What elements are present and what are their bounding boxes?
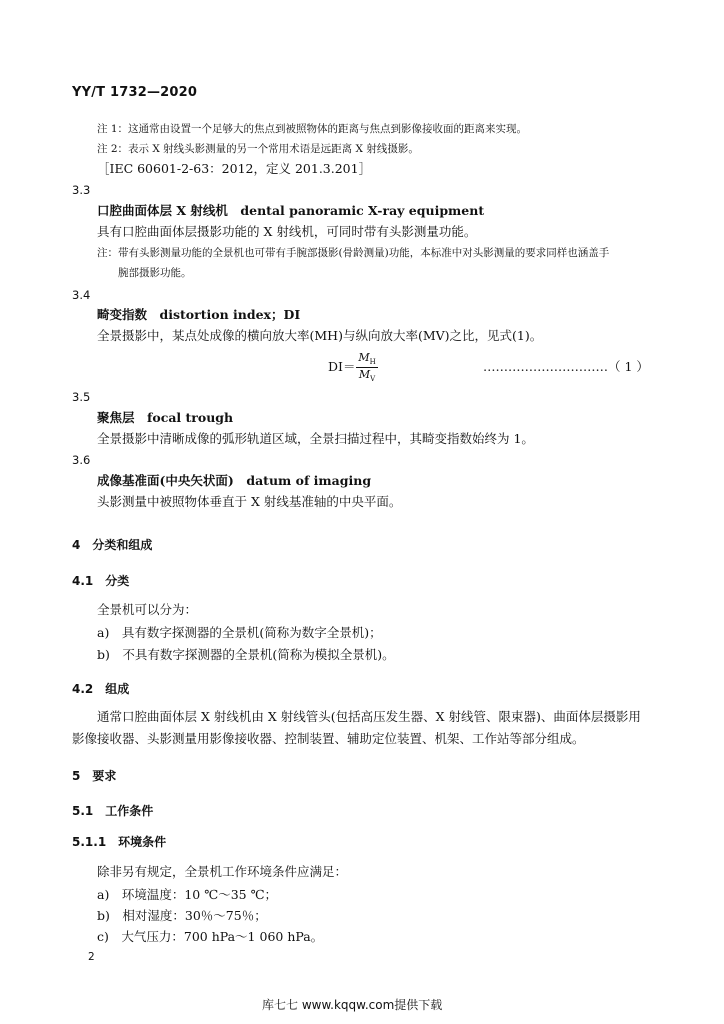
section-5-title: 5 要求 [72, 769, 117, 783]
note-1: 注 1：这通常由设置一个足够大的焦点到被照物体的距离与焦点到影像接收面的距离来实现。 [97, 123, 528, 135]
section-5-1-1-item-b: b) 相对湿度：30％～75％； [97, 908, 267, 923]
section-5-1-title: 5.1 工作条件 [72, 804, 154, 818]
term-3-3: 口腔曲面体层 X 射线机 dental panoramic X-ray equipment [97, 203, 485, 218]
section-4-2-title: 4.2 组成 [72, 682, 130, 696]
page-number: 2 [88, 951, 95, 963]
download-footer: 库七七 www.kqqw.com提供下载 [262, 998, 443, 1012]
section-4-title: 4 分类和组成 [72, 538, 153, 552]
equation-lhs: DI＝ [328, 359, 356, 374]
section-4-2-line1: 通常口腔曲面体层 X 射线机由 X 射线管头(包括高压发生器、X 射线管、限束器)、曲面体层摄影用 [97, 709, 641, 724]
clause-number-3-3: 3.3 [72, 183, 91, 197]
term-3-6: 成像基准面(中央矢状面) datum of imaging [97, 473, 372, 488]
clause-number-3-6: 3.6 [72, 453, 91, 467]
clause-number-3-5: 3.5 [72, 390, 91, 404]
section-5-1-1-title: 5.1.1 环境条件 [72, 835, 167, 849]
equation-fraction [356, 352, 378, 383]
term-3-4: 畸变指数 distortion index；DI [97, 307, 301, 322]
definition-3-3: 具有口腔曲面体层摄影功能的 X 射线机，可同时带有头影测量功能。 [97, 224, 477, 239]
section-4-1-intro: 全景机可以分为： [97, 602, 198, 617]
section-5-1-1-intro: 除非另有规定，全景机工作环境条件应满足： [97, 864, 348, 879]
note-2: 注 2：表示 X 射线头影测量的另一个常用术语是远距离 X 射线摄影。 [97, 143, 419, 155]
reference: ［IEC 60601-2-63：2012，定义 201.3.201］ [97, 161, 372, 176]
note-3-3-line2: 腕部摄影功能。 [118, 267, 192, 279]
definition-3-6: 头影测量中被照物体垂直于 X 射线基准轴的中央平面。 [97, 494, 402, 509]
section-4-1-item-b: b) 不具有数字探测器的全景机(简称为模拟全景机)。 [97, 647, 395, 662]
definition-3-4: 全景摄影中，某点处成像的横向放大率(MH)与纵向放大率(MV)之比，见式(1)。 [97, 328, 543, 343]
section-4-1-title: 4.1 分类 [72, 574, 130, 588]
section-4-2-line2: 影像接收器、头影测量用影像接收器、控制装置、辅助定位装置、机架、工作站等部分组成。 [72, 731, 585, 746]
equation-tag: …………………………（ 1 ） [483, 359, 649, 374]
standard-number: YY/T 1732—2020 [72, 85, 198, 100]
term-3-5: 聚焦层 focal trough [97, 410, 234, 425]
definition-3-5: 全景摄影中清晰成像的弧形轨道区域，全景扫描过程中，其畸变指数始终为 1。 [97, 431, 534, 446]
section-5-1-1-item-a: a) 环境温度：10 ℃～35 ℃； [97, 887, 278, 902]
section-4-1-item-a: a) 具有数字探测器的全景机(简称为数字全景机)； [97, 625, 382, 640]
equation-numerator: $M_H$ [358, 351, 376, 367]
clause-number-3-4: 3.4 [72, 288, 91, 302]
equation-denominator: $M_V$ [358, 368, 376, 384]
note-3-3-line1: 注：带有头影测量功能的全景机也可带有手腕部摄影(骨龄测量)功能，本标准中对头影测量的要求同样也涵盖手 [97, 247, 610, 259]
section-5-1-1-item-c: c) 大气压力：700 hPa～1 060 hPa。 [97, 929, 324, 944]
